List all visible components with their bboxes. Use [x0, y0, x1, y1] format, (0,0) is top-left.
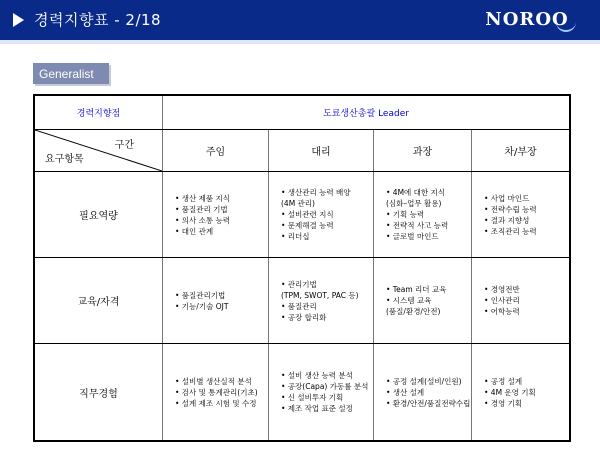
- table-cell: • 관리기법 (TPM, SWOT, PAC 등) • 품질관리 • 공장 합리화: [269, 258, 374, 343]
- row-label-cell: 필요역량: [35, 172, 163, 257]
- path-label-cell: [35, 96, 163, 129]
- col-header-1: 대리: [269, 130, 374, 171]
- corner-top-label: 구간: [114, 140, 134, 151]
- col-header-3: 차/부장: [504, 147, 537, 158]
- corner-cell: [35, 130, 163, 171]
- col-header-0: 주임: [163, 130, 269, 171]
- table-row: [35, 258, 569, 344]
- path-row: [35, 96, 569, 130]
- path-label: 경력지향점: [76, 109, 121, 119]
- header-bar: [0, 0, 600, 40]
- table-row: [35, 172, 569, 258]
- leader-label: 도료생산총괄 Leader: [323, 109, 409, 119]
- table-cell: • 사업 마인드 • 전략수립 능력 • 결과 지향성 • 조직관리 능력: [484, 193, 537, 236]
- table-cell: • Team 리더 교육 • 시스템 교육 (품질/환경/안전): [374, 258, 472, 343]
- table-cell: • 경영전반 • 인사관리 • 어학능력: [484, 285, 520, 316]
- generalist-badge: Generalist: [33, 63, 109, 84]
- table-cell: • 생산 제품 지식 • 품질관리 기법 • 의사 소통 능력 • 대인 관계: [163, 172, 269, 257]
- play-icon: [13, 13, 24, 27]
- career-table: [33, 94, 571, 442]
- noroo-logo: [472, 0, 582, 38]
- table-cell: • 품질관리기법 • 기능/기술 OJT: [163, 258, 269, 343]
- corner-bottom-label: 요구항목: [45, 154, 84, 165]
- table-cell: • 4M에 대한 지식 (심화–업무 활용) • 기획 능력 • 전략적 사고 능력 • 글로벌 마인드: [374, 172, 472, 257]
- logo-text: NOROO: [485, 8, 569, 30]
- table-cell: • 설비별 생산실적 분석 • 검사 및 통계관리(기초) • 설계 제조 시험 및 수정: [163, 344, 269, 440]
- col-header-2: 과장: [374, 130, 472, 171]
- table-row: [35, 344, 569, 440]
- table-cell: • 생산관리 능력 배양 (4M 관리) • 설비관련 지식 • 문제해결 능력 • 리더십: [269, 172, 374, 257]
- row-label-cell: 교육/자격: [35, 258, 163, 343]
- page-title: 경력지향표 - 2/18: [34, 11, 162, 29]
- table-cell: • 공정 설계(설비/인원) • 생산 설계 • 환경/안전/품질전략수립: [374, 344, 472, 440]
- leader-cell: [163, 96, 569, 129]
- logo-wave-icon: [556, 22, 576, 32]
- table-cell: • 공정 설계 • 4M 운영 기획 • 경영 기획: [484, 376, 536, 408]
- column-header-row: [35, 130, 569, 172]
- row-label-cell: 직무경험: [35, 344, 163, 440]
- header-divider: [0, 40, 600, 44]
- table-cell: • 설비 생산 능력 분석 • 공장(Capa) 가동률 분석 • 신 설비투자 기획 • 제조 작업 표준 설정: [269, 344, 374, 440]
